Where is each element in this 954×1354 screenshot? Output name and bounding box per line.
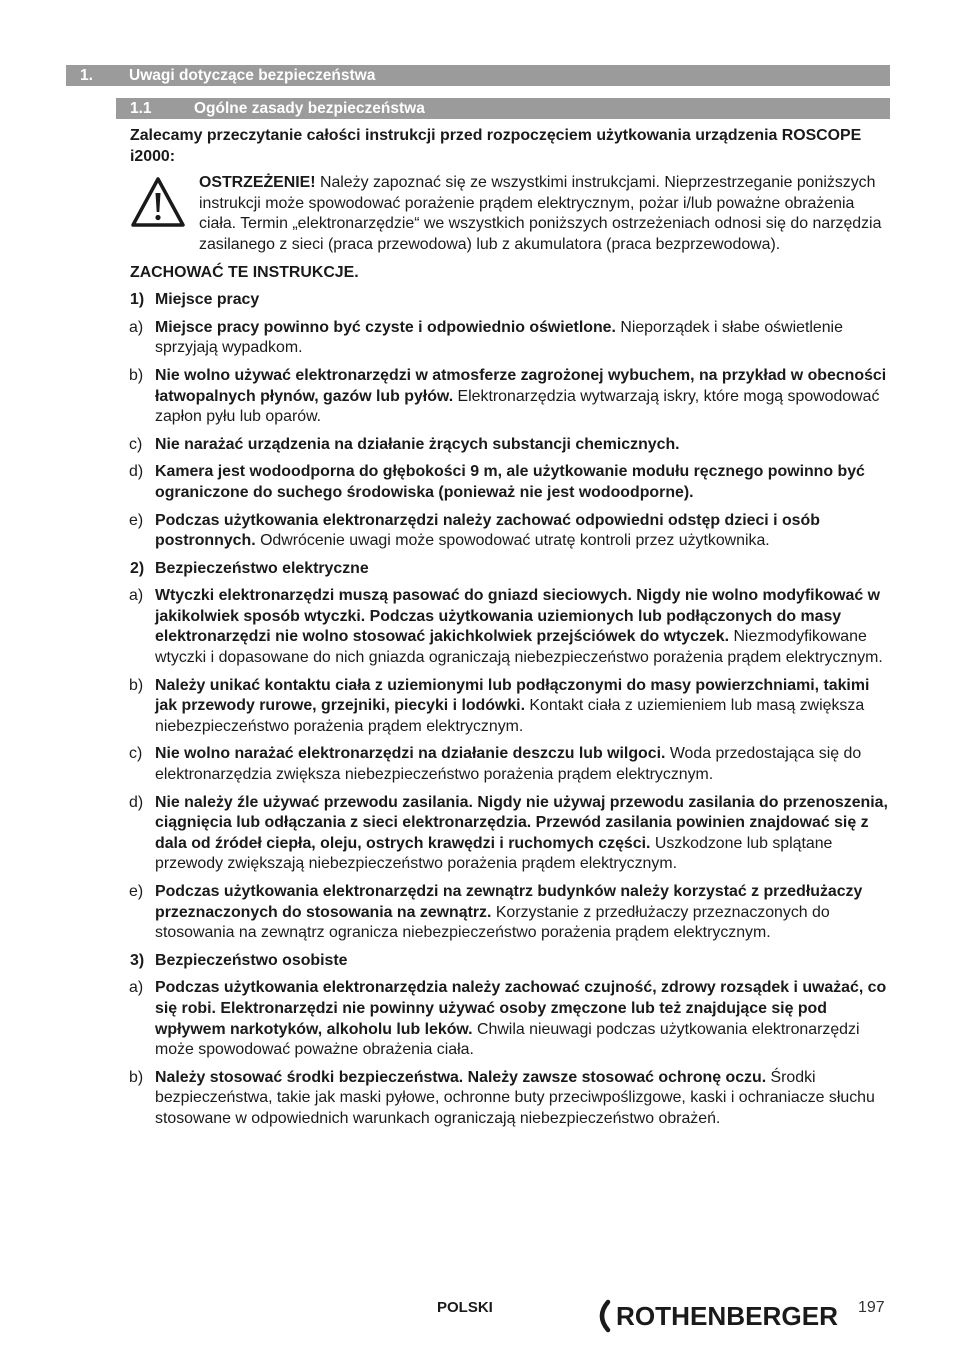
subsection-num: 2) (130, 559, 145, 577)
page-number: 197 (858, 1299, 885, 1316)
item-label: b) (129, 1068, 144, 1086)
item-label: b) (129, 676, 144, 694)
item-text: Kontakt ciała z uziemieniem lub masą zwiększa niebezpieczeństwo porażenia prądem elektrycznym. (155, 697, 865, 735)
section-heading (66, 65, 890, 86)
item-bold-text: Nie narażać urządzenia na działanie żrących substancji chemicznych. (155, 435, 680, 453)
item-text: Środki bezpieczeństwa, takie jak maski pyłowe, ochronne buty przeciwpoślizgowe, kaski i ochraniacze słuchu stosowane w odpowiednich warunkach ograniczają niebezpieczeństwo obrażeń. (155, 1068, 875, 1127)
rothenberger-logo (594, 1296, 842, 1336)
keep-instructions: ZACHOWAĆ TE INSTRUKCJE. (130, 263, 359, 281)
item-bold-text: Miejsce pracy powinno być czyste i odpowiednio oświetlone. (155, 318, 616, 336)
intro-text: Zalecamy przeczytanie całości instrukcji przed rozpoczęciem użytkowania urządzenia ROSCOPE i2000: (130, 127, 862, 165)
item-bold-text: Nie wolno narażać elektronarzędzi na działanie deszczu lub wilgoci. (155, 745, 666, 763)
item-label: a) (129, 587, 144, 605)
item-label: d) (129, 793, 144, 811)
warning-block (130, 173, 892, 255)
subsection-num: 3) (130, 951, 145, 969)
item-text: Chwila nieuwagi podczas użytkowania elektronarzędzi może spowodować poważne obrażenia ciała. (155, 1020, 860, 1059)
list-item (130, 586, 892, 668)
subsection-heading (116, 98, 890, 119)
item-label: c) (129, 745, 143, 763)
list-item (130, 435, 892, 456)
list-item (130, 882, 892, 944)
list-item (130, 366, 892, 428)
item-text: Odwrócenie uwagi może spowodować utratę kontroli przez użytkownika. (255, 532, 770, 550)
item-label: a) (129, 318, 144, 336)
subsection-heading-2 (130, 559, 892, 580)
item-bold-text: Wtyczki elektronarzędzi muszą pasować do gniazd sieciowych. Nigdy nie wolno modyfikować w jakikolwiek sposób wtyczki. Podczas użytkowania uziemionych lub podłączonych do masy elektronarzędzi nie wolno stosować jakichkolwiek przejściówek do wtyczek. (155, 587, 880, 646)
subsection-heading-3 (130, 951, 892, 972)
warning-text: Należy zapoznać się ze wszystkimi instrukcjami. Nieprzestrzeganie poniższych instrukcji może spowodować porażenie prądem elektrycznym, pożar i/lub poważne obrażenia ciała. Termin „elektronarzędzie“ we wszystkich poniższych ostrzeżeniach odnosi się do narzędzia zasilanego z sieci (praca przewodowa) lub z akumulatora (praca bezprzewodowa). (199, 174, 882, 253)
footer-language: POLSKI (437, 1299, 493, 1316)
item-bold-text: Podczas użytkowania elektronarzędzia należy zachować czujność, zdrowy rozsądek i uważać, co się robi. Elektronarzędzi nie powinny używać osoby zmęczone lub też znajdujące się pod wpływem narkotyków, alkoholu lub leków. (155, 979, 887, 1038)
subsection-title: Ogólne zasady bezpieczeństwa (194, 100, 425, 117)
item-label: e) (129, 883, 144, 900)
list-item (130, 793, 892, 875)
list-item (130, 676, 892, 738)
subsection-number: 1.1 (130, 100, 152, 117)
item-bold-text: Podczas użytkowania elektronarzędzi na zewnątrz budynków należy korzystać z przedłużaczy przeznaczonych do stosowania na zewnątrz. (155, 883, 863, 921)
list-item (130, 1068, 892, 1130)
item-text: Korzystanie z przedłużaczy przeznaczonych do stosowania na zewnątrz ogranicza niebezpieczeństwo porażenia prądem elektrycznym. (155, 903, 830, 942)
section-title: Uwagi dotyczące bezpieczeństwa (129, 67, 376, 84)
safety-sections (130, 290, 892, 1129)
list-item (130, 318, 892, 359)
item-bold-text: Należy unikać kontaktu ciała z uziemionymi lub podłączonymi do masy powierzchniami, takimi jak przewody rurowe, grzejniki, piecyki i lodówki. (155, 676, 870, 715)
item-bold-text: Nie należy źle używać przewodu zasilania. Nigdy nie używaj przewodu zasilania do przenoszenia, ciągnięcia lub odłączania z sieci elektronarzędzia. Przewód zasilania powinien znajdować się z dala od źródeł ciepła, oleju, ostrych krawędzi i ruchomych części. (155, 793, 888, 852)
subsection-heading-1 (130, 290, 892, 311)
item-bold-text: Nie wolno używać elektronarzędzi w atmosferze zagrożonej wybuchem, na przykład w obecności łatwopalnych płynów, gazów lub pyłów. (155, 366, 887, 405)
item-text: Niezmodyfikowane wtyczki i dopasowane do nich gniazda ograniczają niebezpieczeństwo porażenia prądem elektrycznym. (155, 628, 883, 667)
list-item (130, 462, 892, 503)
item-text: Woda przedostająca się do elektronarzędzia zwiększa niebezpieczeństwo porażenia prądem elektrycznym. (155, 745, 862, 784)
item-label: a) (129, 979, 144, 997)
subsection-num: 1) (130, 291, 145, 309)
warning-label: OSTRZEŻENIE! (199, 174, 316, 192)
section-number: 1. (80, 67, 93, 84)
item-text: Elektronarzędzia wytwarzają iskry, które mogą spowodować zapłon pyłu lub oparów. (155, 387, 880, 426)
item-bold-text: Należy stosować środki bezpieczeństwa. Należy zawsze stosować ochronę oczu. (155, 1068, 767, 1086)
item-label: d) (129, 463, 144, 481)
item-bold-text: Podczas użytkowania elektronarzędzi należy zachować odpowiedni odstęp dzieci i osób postronnych. (155, 511, 820, 550)
item-text: Nieporządek i słabe oświetlenie sprzyjają wypadkom. (155, 318, 843, 357)
item-text: Uszkodzone lub splątane przewody zwiększają niebezpieczeństwo porażenia prądem elektrycznym. (155, 834, 833, 873)
subsection-title: Bezpieczeństwo osobiste (155, 951, 348, 969)
subsection-title: Miejsce pracy (155, 291, 260, 309)
item-label: c) (129, 435, 143, 453)
document-body (130, 126, 892, 1137)
list-item (130, 978, 892, 1060)
item-bold-text: Kamera jest wodoodporna do głębokości 9 m, ale użytkowanie modułu ręcznego powinno być ograniczone do suchego środowiska (ponieważ nie jest wodoodporne). (155, 463, 865, 501)
warning-triangle-icon (130, 176, 186, 228)
item-label: b) (129, 366, 144, 384)
list-item (130, 744, 892, 785)
subsection-title: Bezpieczeństwo elektryczne (155, 559, 369, 577)
logo-text: ROTHENBERGER (616, 1301, 839, 1331)
list-item (130, 511, 892, 552)
item-label: e) (129, 511, 144, 529)
